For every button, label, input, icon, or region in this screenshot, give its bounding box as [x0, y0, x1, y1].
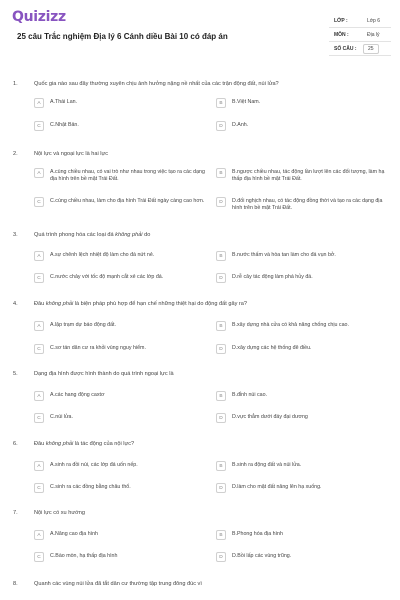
option-key: A — [34, 391, 44, 401]
meta-value: 25 — [363, 44, 379, 54]
option-text: A.cùng chiều nhau, có vai trò như nhau trong việc tạo ra các dạng địa hình trên bề mặt Trái Đất. — [50, 169, 205, 182]
option-text: B.đỉnh núi cao. — [232, 392, 268, 398]
option-key: B — [216, 251, 226, 261]
option-key: B — [216, 98, 226, 108]
option-text: C.Nhật Bản. — [50, 122, 79, 128]
option-b[interactable] — [216, 529, 386, 543]
option-d[interactable] — [216, 343, 386, 357]
option-text: B.ngược chiều nhau, tác động lần lượt lên các đối tượng, làm hạ thấp địa hình bề mặt Trái Đất. — [232, 169, 385, 182]
document-header — [0, 0, 400, 72]
option-key: B — [216, 391, 226, 401]
question-text: Quá trình phong hóa các loại đá không phải do — [34, 232, 151, 238]
question-text: Dạng địa hình được hình thành do quá trình ngoại lực là — [34, 371, 174, 377]
question-text: Quanh các vùng núi lửa đã tắt dân cư thường tập trung đông đúc vì — [34, 581, 202, 587]
option-text: A.sinh ra đồi núi, các lớp đá uốn nếp. — [50, 462, 138, 468]
option-key: C — [34, 413, 44, 423]
option-d[interactable] — [216, 412, 386, 426]
option-text: B.sinh ra động đất và núi lửa. — [232, 462, 302, 468]
meta-label: SỐ CÂU : — [334, 46, 357, 52]
option-d[interactable] — [216, 551, 386, 565]
question-text: Nội lực và ngoại lực là hai lực — [34, 151, 109, 157]
meta-value: Lớp 6 — [367, 18, 381, 24]
option-key: B — [216, 168, 226, 178]
question-number: 4. — [13, 301, 18, 307]
option-text: D.xây dựng các hệ thống đê điều. — [232, 345, 312, 351]
option-text: D.Bồi lấp các vùng trũng. — [232, 553, 292, 559]
option-key: C — [34, 344, 44, 354]
option-text: C.núi lửa. — [50, 414, 73, 420]
quizizz-logo: Quizizz — [12, 9, 66, 25]
option-key: D — [216, 121, 226, 131]
option-key: D — [216, 413, 226, 423]
option-key: A — [34, 168, 44, 178]
option-key: C — [34, 552, 44, 562]
option-b[interactable] — [216, 390, 386, 404]
meta-row-subject — [329, 28, 391, 42]
question-number: 7. — [13, 510, 18, 516]
option-text: C.cùng chiều nhau, làm cho địa hình Trái Đất ngày càng cao hơn. — [50, 198, 205, 204]
option-a[interactable] — [34, 390, 204, 404]
option-c[interactable] — [34, 272, 204, 286]
option-key: C — [34, 121, 44, 131]
option-key: C — [34, 483, 44, 493]
question-number: 5. — [13, 371, 18, 377]
option-text: D.Anh. — [232, 122, 249, 128]
question-emphasis: không phải — [45, 441, 74, 447]
document-title: 25 câu Trắc nghiệm Địa lý 6 Cánh diều Bài 10 có đáp án — [17, 32, 228, 41]
question-text: Đâu không phải là tác động của nội lực? — [34, 441, 135, 447]
option-key: D — [216, 483, 226, 493]
option-text: B.Phong hóa địa hình — [232, 531, 283, 537]
question-emphasis: không phải — [45, 301, 74, 307]
option-c[interactable] — [34, 551, 204, 565]
option-text: D.đối nghịch nhau, có tác động đồng thời và tạo ra các dạng địa hình trên bề mặt Trái Đất. — [232, 198, 383, 211]
option-text: C.sơ tán dân cư ra khỏi vùng nguy hiểm. — [50, 345, 146, 351]
option-a[interactable] — [34, 320, 204, 334]
option-text: D.rễ cây tác động làm phá hủy đá. — [232, 274, 313, 280]
option-key: D — [216, 197, 226, 207]
option-text: A.lập trạm dự báo động đất. — [50, 322, 116, 328]
meta-info-box — [329, 14, 391, 56]
question-number: 2. — [13, 151, 18, 157]
option-key: A — [34, 530, 44, 540]
option-b[interactable] — [216, 460, 386, 474]
option-text: C.nước chảy với tốc độ mạnh cắt xẻ các lớp đá. — [50, 274, 164, 280]
meta-value: Địa lý — [367, 32, 380, 38]
option-text: B.Việt Nam. — [232, 99, 261, 105]
option-key: C — [34, 273, 44, 283]
question-number: 1. — [13, 81, 18, 87]
option-text: C.Bào mòn, hạ thấp địa hình — [50, 553, 118, 559]
option-key: A — [34, 321, 44, 331]
option-b[interactable] — [216, 250, 386, 264]
option-b[interactable] — [216, 97, 386, 111]
option-key: A — [34, 251, 44, 261]
question-number: 8. — [13, 581, 18, 587]
option-c[interactable] — [34, 196, 204, 218]
option-key: B — [216, 321, 226, 331]
option-text: A.sự chênh lệch nhiệt độ làm cho đá nứt nẻ. — [50, 252, 155, 258]
option-key: B — [216, 461, 226, 471]
option-a[interactable] — [34, 460, 204, 474]
question-text: Quốc gia nào sau đây thường xuyên chịu ảnh hưởng nặng nề nhất của các trận động đất, núi lửa? — [34, 81, 279, 87]
option-key: D — [216, 344, 226, 354]
option-text: D.vực thẳm dưới đáy đại dương — [232, 414, 308, 420]
option-c[interactable] — [34, 120, 204, 134]
option-a[interactable] — [34, 529, 204, 543]
option-a[interactable] — [34, 97, 204, 111]
question-number: 6. — [13, 441, 18, 447]
option-d[interactable] — [216, 482, 386, 496]
option-a[interactable] — [34, 250, 204, 264]
option-a[interactable] — [34, 167, 204, 189]
option-b[interactable] — [216, 320, 386, 334]
question-text: Nội lực có xu hướng — [34, 510, 85, 516]
option-key: D — [216, 273, 226, 283]
option-text: A.các hang động caxtơ — [50, 392, 105, 398]
option-key: C — [34, 197, 44, 207]
option-c[interactable] — [34, 343, 204, 357]
option-c[interactable] — [34, 412, 204, 426]
option-key: A — [34, 98, 44, 108]
question-number: 3. — [13, 232, 18, 238]
option-b[interactable] — [216, 167, 386, 189]
meta-row-class — [329, 14, 391, 28]
option-d[interactable] — [216, 272, 386, 286]
meta-label: LỚP : — [334, 18, 348, 24]
question-emphasis: không phải — [115, 232, 143, 238]
option-text: B.xây dựng nhà cửa có khả năng chống chịu cao. — [232, 322, 349, 328]
option-text: B.nước thấm và hòa tan làm cho đá vụn bở. — [232, 252, 336, 258]
option-key: A — [34, 461, 44, 471]
option-d[interactable] — [216, 120, 386, 134]
option-text: C.sinh ra các đồng bằng châu thổ. — [50, 484, 131, 490]
option-d[interactable] — [216, 196, 386, 218]
option-text: D.làm cho mặt đất nâng lên hạ xuống. — [232, 484, 322, 490]
option-key: B — [216, 530, 226, 540]
meta-row-question-count — [329, 42, 391, 56]
option-key: D — [216, 552, 226, 562]
option-text: A.Thái Lan. — [50, 99, 78, 105]
option-text: A.Nâng cao địa hình — [50, 531, 99, 537]
meta-label: MÔN : — [334, 32, 349, 38]
question-text: Đâu không phải là biện pháp phù hợp để hạn chế những thiệt hại do động đất gây ra? — [34, 301, 248, 307]
option-c[interactable] — [34, 482, 204, 496]
